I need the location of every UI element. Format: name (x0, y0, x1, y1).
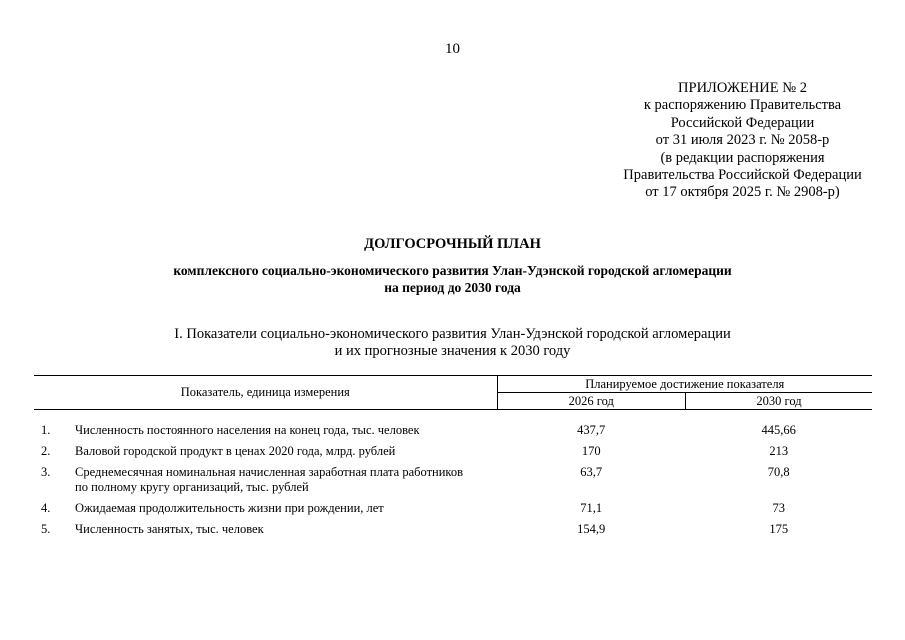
row-value-2026: 170 (581, 444, 601, 458)
row-value-2030: 445,66 (761, 423, 796, 437)
page-number: 10 (445, 41, 460, 57)
plan-subtitle (0, 262, 905, 296)
appendix-line: от 31 июля 2023 г. № 2058-р (655, 132, 830, 149)
row-number: 3. (41, 465, 51, 479)
row-number: 4. (41, 501, 51, 515)
appendix-line: (в редакции распоряжения (660, 149, 825, 166)
row-value-2026: 63,7 (580, 465, 603, 479)
appendix-line: от 17 октября 2025 г. № 2908-р) (645, 184, 840, 201)
section-heading (0, 326, 905, 361)
row-value-2030: 175 (769, 522, 789, 536)
appendix-line: к распоряжению Правительства (643, 97, 842, 114)
row-indicator-line: Ожидаемая продолжительность жизни при рождении, лет (75, 501, 384, 515)
row-value-2030: 70,8 (767, 465, 790, 479)
appendix-line: Правительства Российской Федерации (623, 167, 862, 184)
table-row (34, 498, 872, 519)
row-indicator-line: Валовой городской продукт в ценах 2020 года, млрд. рублей (75, 444, 396, 458)
table-row (34, 441, 872, 462)
row-indicator-name (75, 519, 497, 540)
header-indicator: Показатель, единица измерения (34, 376, 497, 410)
row-indicator-name (75, 441, 497, 462)
section-heading-line: и их прогнозные значения к 2030 году (334, 343, 571, 360)
plan-subtitle-line: комплексного социально-экономического развития Улан-Удэнской городской агломерации (173, 263, 732, 278)
appendix-line: ПРИЛОЖЕНИЕ № 2 (678, 80, 807, 96)
row-number: 2. (41, 444, 51, 458)
row-number: 1. (41, 423, 51, 437)
appendix-line: Российской Федерации (670, 114, 815, 131)
plan-title: ДОЛГОСРОЧНЫЙ ПЛАН (364, 236, 541, 252)
header-year-2026: 2026 год (497, 393, 685, 410)
row-value-2026: 154,9 (577, 522, 606, 536)
row-value-2026: 437,7 (577, 423, 606, 437)
section-heading-line: I. Показатели социально-экономического развития Улан-Удэнской городской агломерации (174, 326, 731, 342)
row-value-2030: 73 (772, 501, 785, 515)
row-indicator-line: Численность занятых, тыс. человек (75, 522, 264, 536)
row-value-2030: 213 (769, 444, 789, 458)
table-row (34, 420, 872, 441)
indicators-table (34, 375, 872, 540)
table-row (34, 462, 872, 498)
header-plan: Планируемое достижение показателя (497, 376, 872, 393)
plan-subtitle-line: на период до 2030 года (384, 280, 521, 295)
row-indicator-name (75, 420, 497, 441)
header-year-2030: 2030 год (685, 393, 872, 410)
row-indicator-name (75, 462, 497, 498)
appendix-block (560, 80, 905, 202)
table-row (34, 519, 872, 540)
row-indicator-line: Среднемесячная номинальная начисленная заработная плата работников (75, 465, 464, 479)
row-value-2026: 71,1 (580, 501, 603, 515)
row-number: 5. (41, 522, 51, 536)
row-indicator-name (75, 498, 497, 519)
row-indicator-line: Численность постоянного населения на конец года, тыс. человек (75, 423, 420, 437)
row-indicator-line: по полному кругу организаций, тыс. рублей (75, 480, 309, 494)
